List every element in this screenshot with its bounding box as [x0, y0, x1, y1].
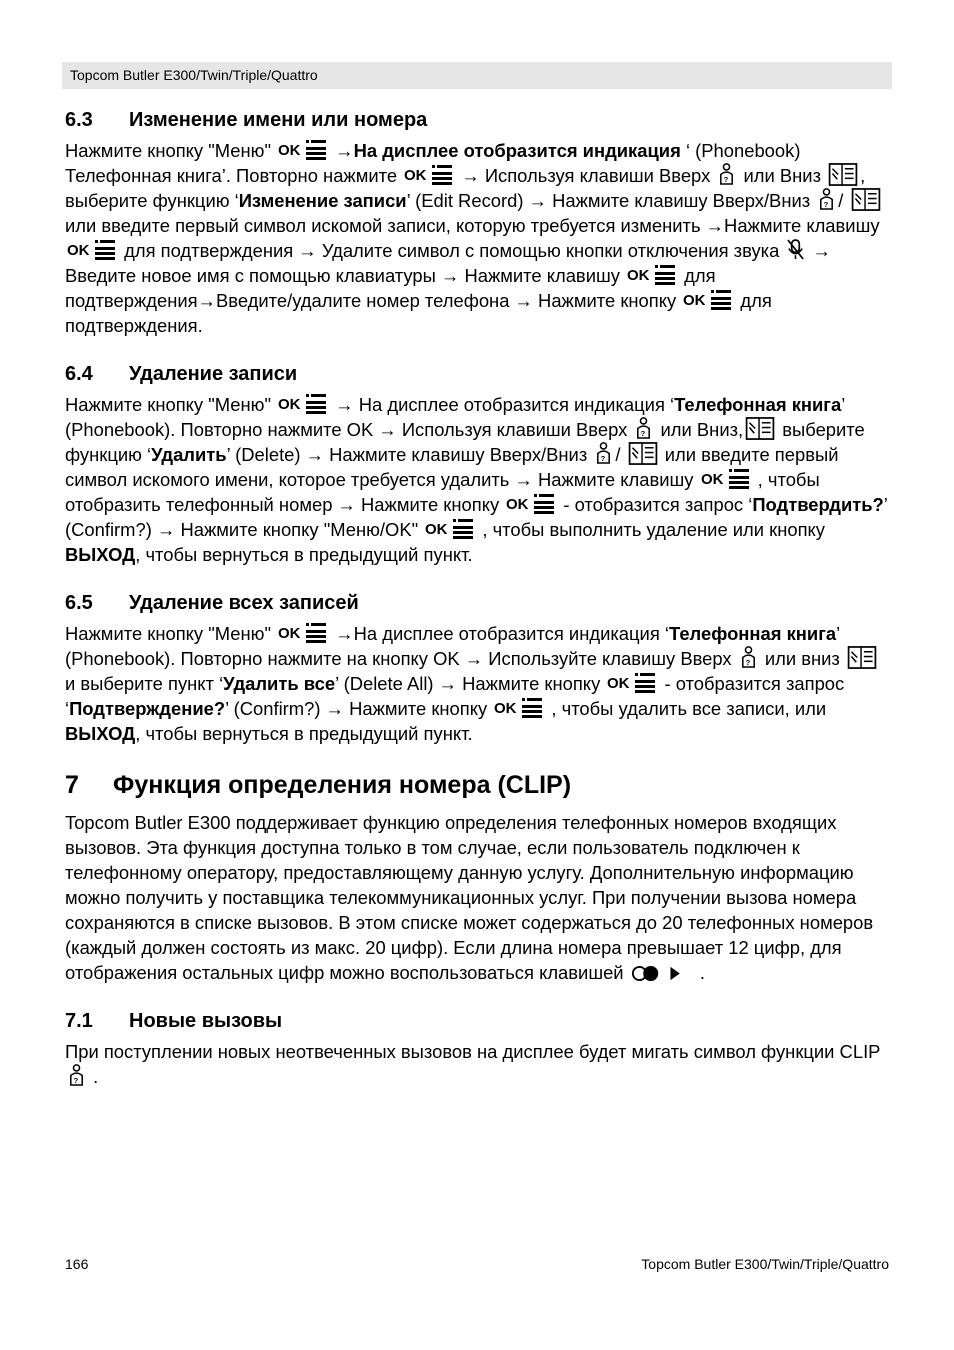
- text: Topcom Butler E300 поддерживает функцию определения телефонных номеров входящих вызовов. Эта функция доступна только в том случае, если пользователь подключен к телефонному оператору, предоставляющему данную услугу. Дополнительную информацию можно получить у поставщика телекоммуникационных услуг. При получении вызова номера сохраняются в списке вызовов. В этом списке может содержаться до 20 телефонных номеров (каждый должен состоять из макс. 20 цифр). Если длина номера превышает 12 цифр, для отображения остальных цифр можно воспользоваться клавишей: [65, 812, 874, 983]
- section-title: Удаление записи: [129, 363, 298, 385]
- bold-text: Подтверждение?: [69, 698, 226, 719]
- text: → Введите новое имя с помощью клавиатуры → Нажмите клавишу: [65, 240, 831, 286]
- footer-title: Topcom Butler E300/Twin/Triple/Quattro: [641, 1256, 889, 1272]
- text: выберите функцию ‘: [65, 419, 865, 465]
- up-person-icon: [717, 163, 736, 186]
- text: для подтверждения→Введите/удалите номер телефона → Нажмите кнопку: [65, 265, 716, 311]
- section-6-3-body: [65, 138, 890, 338]
- section-6-4-body: [65, 392, 890, 567]
- down-book-icon: [828, 163, 858, 186]
- text: , чтобы вернуться в предыдущий пункт.: [135, 723, 473, 744]
- page-content: [65, 106, 890, 1111]
- text: , чтобы выполнить удаление или кнопку: [477, 519, 826, 540]
- section-6-5-body: [65, 621, 890, 746]
- text: или введите первый символ искомой записи, которую требуется изменить →Нажмите клавишу: [65, 215, 880, 236]
- chapter-7-body: [65, 810, 890, 985]
- bold-text: Изменение записи: [238, 190, 407, 211]
- bold-text: Удалить все: [223, 673, 336, 694]
- down-book-icon: [851, 188, 881, 211]
- ok-menu-icon: [506, 493, 556, 515]
- ok-menu-icon: [67, 239, 117, 261]
- text: , чтобы вернуться в предыдущий пункт.: [135, 544, 473, 565]
- text: или вниз: [759, 648, 845, 669]
- section-number: 6.5: [65, 592, 93, 614]
- page-header: [62, 62, 892, 89]
- bold-text: Телефонная книга: [669, 623, 837, 644]
- text: - отобразится запрос ‘: [558, 494, 753, 515]
- ok-menu-icon: [278, 622, 328, 644]
- text: ’ (Phonebook). Повторно нажмите на кнопку OK → Используйте клавишу Вверх: [65, 623, 840, 669]
- text: ’ (Confirm?) → Нажмите кнопку: [225, 698, 493, 719]
- text: для подтверждения.: [65, 290, 772, 336]
- down-book-icon: [745, 417, 775, 440]
- up-person-icon: [739, 646, 758, 669]
- text: ’ (Delete) → Нажмите клавишу Вверх/Вниз: [226, 444, 593, 465]
- chapter-number: 7: [65, 771, 79, 799]
- mute-mic-icon: [786, 238, 805, 261]
- header-title: Topcom Butler E300/Twin/Triple/Quattro: [70, 67, 318, 83]
- ok-menu-icon: [278, 393, 328, 415]
- down-book-icon: [628, 442, 658, 465]
- ok-menu-icon: [607, 672, 657, 694]
- bold-text: Телефонная книга: [674, 394, 842, 415]
- bold-text: ВЫХОД: [65, 544, 136, 565]
- up-person-icon: [817, 188, 836, 211]
- section-number: 7.1: [65, 1010, 93, 1032]
- section-title: Удаление всех записей: [129, 592, 359, 614]
- text: ’ (Edit Record) → Нажмите клавишу Вверх/Вниз: [406, 190, 816, 211]
- text: и выберите пункт ‘: [65, 673, 224, 694]
- chapter-7-heading: [65, 768, 890, 802]
- section-6-3-heading: [65, 106, 890, 134]
- text: Нажмите кнопку "Меню": [65, 623, 277, 644]
- chapter-title: Функция определения номера (CLIP): [113, 771, 572, 799]
- text: ’ (Confirm?) → Нажмите кнопку "Меню/OK": [65, 494, 888, 540]
- text: , выберите функцию ‘: [65, 165, 866, 211]
- text: /: [615, 444, 626, 465]
- text: , чтобы удалить все записи, или: [546, 698, 827, 719]
- up-person-icon: [594, 442, 613, 465]
- section-title: Изменение имени или номера: [129, 109, 428, 131]
- text: или Вниз,: [655, 419, 744, 440]
- ok-menu-icon: [683, 289, 733, 311]
- text: .: [88, 1066, 99, 1087]
- text: или Вниз: [738, 165, 827, 186]
- section-number: 6.4: [65, 363, 93, 385]
- section-number: 6.3: [65, 109, 93, 131]
- section-6-5-heading: [65, 589, 890, 617]
- section-6-4-heading: [65, 360, 890, 388]
- text: →: [330, 140, 354, 161]
- text: ’ (Delete All) → Нажмите кнопку: [335, 673, 606, 694]
- text: При поступлении новых неотвеченных вызовов на дисплее будет мигать символ функции CLIP: [65, 1041, 881, 1062]
- bold-text: На дисплее отобразится индикация: [353, 140, 681, 161]
- bold-text: Удалить: [151, 444, 227, 465]
- text: для подтверждения → Удалите символ с помощью кнопки отключения звука: [119, 240, 785, 261]
- up-person-icon: [67, 1064, 86, 1087]
- text: → Используя клавиши Вверх: [456, 165, 716, 186]
- ok-menu-icon: [404, 164, 454, 186]
- ok-menu-icon: [494, 697, 544, 719]
- page-number: 166: [65, 1256, 89, 1272]
- text: ’ (Phonebook). Повторно нажмите OK → Используя клавиши Вверх: [65, 394, 845, 440]
- down-book-icon: [847, 646, 877, 669]
- text: →На дисплее отобразится индикация ‘: [330, 623, 669, 644]
- bold-text: Подтвердить?: [752, 494, 884, 515]
- text: , чтобы отобразить телефонный номер → Нажмите кнопку: [65, 469, 820, 515]
- up-person-icon: [634, 417, 653, 440]
- text: → На дисплее отобразится индикация ‘: [330, 394, 675, 415]
- right-key-icon: [631, 964, 693, 983]
- text: - отобразится запрос ‘: [65, 673, 845, 719]
- text: .: [694, 962, 705, 983]
- bold-text: ВЫХОД: [65, 723, 136, 744]
- text: Нажмите кнопку "Меню": [65, 140, 277, 161]
- section-title: Новые вызовы: [129, 1010, 283, 1032]
- text: /: [838, 190, 849, 211]
- section-7-1-body: [65, 1039, 890, 1089]
- text: Нажмите кнопку "Меню": [65, 394, 277, 415]
- section-7-1-heading: [65, 1007, 890, 1035]
- ok-menu-icon: [701, 468, 751, 490]
- text: ‘ (Phonebook) Телефонная книга’. Повторно нажмите: [65, 140, 801, 186]
- text: или введите первый символ искомого имени, которое требуется удалить → Нажмите клавишу: [65, 444, 839, 490]
- ok-menu-icon: [627, 264, 677, 286]
- ok-menu-icon: [278, 139, 328, 161]
- ok-menu-icon: [425, 518, 475, 540]
